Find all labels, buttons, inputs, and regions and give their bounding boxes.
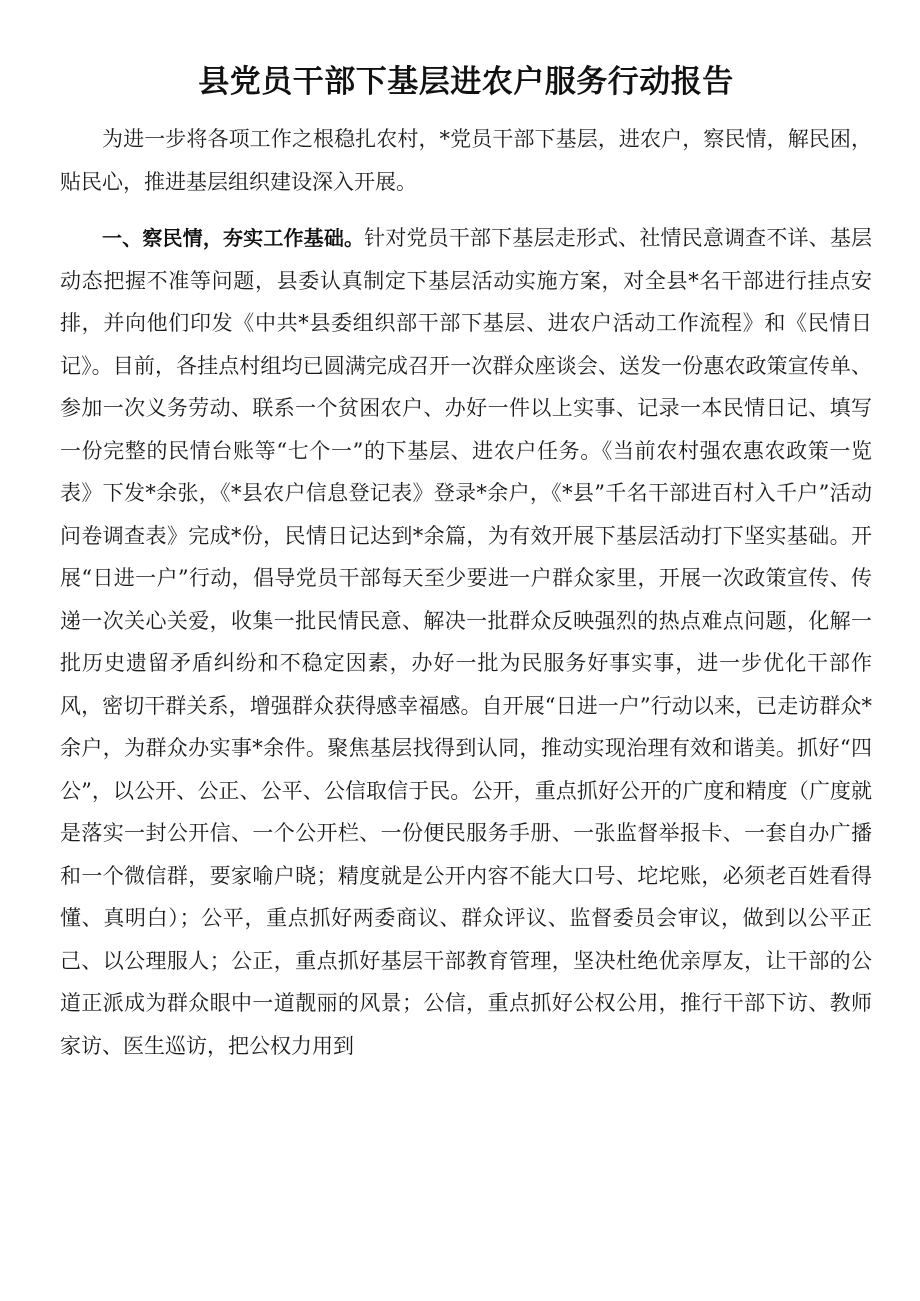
intro-paragraph: 为进一步将各项工作之根稳扎农村，*党员干部下基层，进农户，察民情，解民困，贴民心，推进基层组织建设深入开展。 <box>60 127 872 194</box>
section-1-body: 针对党员干部下基层走形式、社情民意调查不详、基层动态把握不准等问题，县委认真制定下基层活动实施方案，对全县*名干部进行挂点安排，并向他们印发《中共*县委组织部干部下基层、进农户活动工作流程》和《民情日记》。目前，各挂点村组均已圆满完成召开一次群众座谈会、送发一份惠农政策宣传单、参加一次义务劳动、联系一个贫困农户、办好一件以上实事、记录一本民情日记、填写一份完整的民情台账等“七个一”的下基层、进农户任务。《当前农村强农惠农政策一览表》下发*余张，《*县农户信息登记表》登录*余户，《*县”千名干部进百村入千户”活动问卷调查表》完成*份，民情日记达到*余篇，为有效开展下基层活动打下坚实基础。开展“日进一户”行动，倡导党员干部每天至少要进一户群众家里，开展一次政策宣传、传递一次关心关爱，收集一批民情民意、解决一批群众反映强烈的热点难点问题，化解一批历史遗留矛盾纠纷和不稳定因素，办好一批为民服务好事实事，进一步优化干部作风，密切干群关系，增强群众获得感幸福感。自开展“日进一户”行动以来，已走访群众*余户，为群众办实事*余件。聚焦基层找得到认同，推动实现治理有效和谐美。抓好“四公”，以公开、公正、公平、公信取信于民。公开，重点抓好公开的广度和精度（广度就是落实一封公开信、一个公开栏、一份便民服务手册、一张监督举报卡、一套自办广播和一个微信群，要家喻户晓；精度就是公开内容不能大口号、坨坨账，必须老百姓看得懂、真明白）；公平，重点抓好两委商议、群众评议、监督委员会审议，做到以公平正己、以公理服人；公正，重点抓好基层干部教育管理，坚决杜绝优亲厚友，让干部的公道正派成为群众眼中一道靓丽的风景；公信，重点抓好公权公用，推行干部下访、教师家访、医生巡访，把公权力用到 <box>60 226 873 1058</box>
section-1-heading: 一、察民情，夯实工作基础。 <box>102 226 365 250</box>
section-1-paragraph <box>60 217 872 1067</box>
document-title: 县党员干部下基层进农户服务行动报告 <box>198 64 734 100</box>
